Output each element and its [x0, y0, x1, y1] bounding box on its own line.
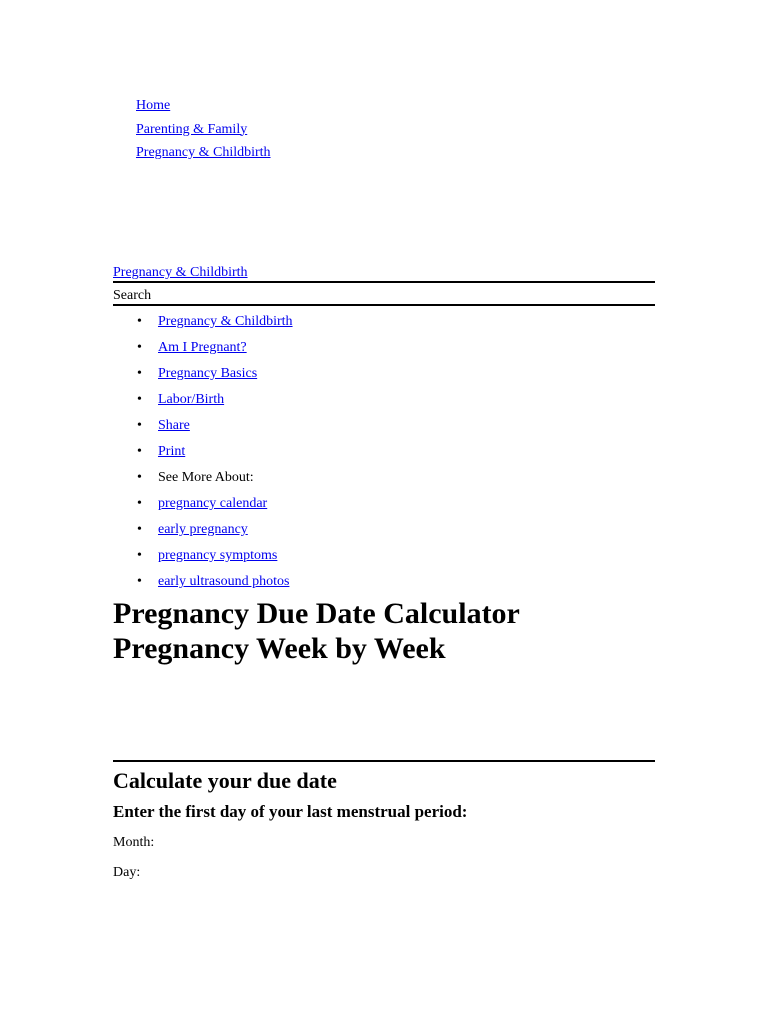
month-label: Month: [113, 835, 155, 850]
page-title: Pregnancy Due Date Calculator [113, 597, 520, 630]
nav-item-share [113, 416, 293, 442]
bullet-icon: • [137, 574, 142, 589]
bullet-icon: • [137, 496, 142, 511]
print-link[interactable]: Print [158, 444, 186, 459]
section-header [113, 264, 655, 283]
section-pregnancy-childbirth-link[interactable]: Pregnancy & Childbirth [113, 265, 248, 280]
search-label[interactable]: Search [113, 288, 152, 303]
nav-item-print [113, 442, 293, 468]
pregnancy-childbirth-breadcrumb-link[interactable]: Pregnancy & Childbirth [136, 145, 271, 160]
nav-item-pregnancy-childbirth [113, 312, 293, 338]
bullet-icon: • [137, 366, 142, 381]
bullet-icon: • [137, 470, 142, 485]
see-more-about-label: See More About: [158, 470, 254, 485]
parenting-family-link[interactable]: Parenting & Family [136, 121, 248, 137]
section-divider [113, 760, 655, 762]
breadcrumb [136, 96, 271, 167]
calculator-instruction: Enter the first day of your last menstrual period: [113, 802, 468, 821]
nav-item-pregnancy-calendar [113, 494, 293, 520]
bullet-icon: • [137, 418, 142, 433]
nav-item-early-ultrasound-photos [113, 572, 293, 598]
breadcrumb-item-parenting [136, 120, 271, 144]
nav-link-pregnancy-basics[interactable]: Pregnancy Basics [158, 366, 258, 381]
page-subtitle: Pregnancy Week by Week [113, 632, 446, 665]
nav-item-pregnancy-basics [113, 364, 293, 390]
breadcrumb-item-pregnancy [136, 143, 271, 167]
bullet-icon: • [137, 314, 142, 329]
nav-link-early-ultrasound-photos[interactable]: early ultrasound photos [158, 574, 290, 589]
nav-item-am-i-pregnant [113, 338, 293, 364]
search-bar[interactable] [113, 287, 655, 306]
nav-item-see-more-about [113, 468, 293, 494]
nav-link-pregnancy-childbirth[interactable]: Pregnancy & Childbirth [158, 314, 293, 329]
calculator-heading: Calculate your due date [113, 768, 337, 793]
nav-link-pregnancy-calendar[interactable]: pregnancy calendar [158, 496, 268, 511]
bullet-icon: • [137, 522, 142, 537]
nav-link-pregnancy-symptoms[interactable]: pregnancy symptoms [158, 548, 278, 563]
nav-link-early-pregnancy[interactable]: early pregnancy [158, 522, 248, 537]
share-link[interactable]: Share [158, 418, 190, 433]
day-label: Day: [113, 865, 141, 880]
breadcrumb-item-home [136, 96, 271, 120]
nav-item-pregnancy-symptoms [113, 546, 293, 572]
nav-link-labor-birth[interactable]: Labor/Birth [158, 392, 225, 407]
nav-item-labor-birth [113, 390, 293, 416]
bullet-icon: • [137, 548, 142, 563]
topic-nav-list [113, 312, 293, 598]
bullet-icon: • [137, 392, 142, 407]
nav-link-am-i-pregnant[interactable]: Am I Pregnant? [158, 340, 247, 355]
bullet-icon: • [137, 444, 142, 459]
home-link[interactable]: Home [136, 98, 171, 113]
nav-item-early-pregnancy [113, 520, 293, 546]
bullet-icon: • [137, 340, 142, 355]
